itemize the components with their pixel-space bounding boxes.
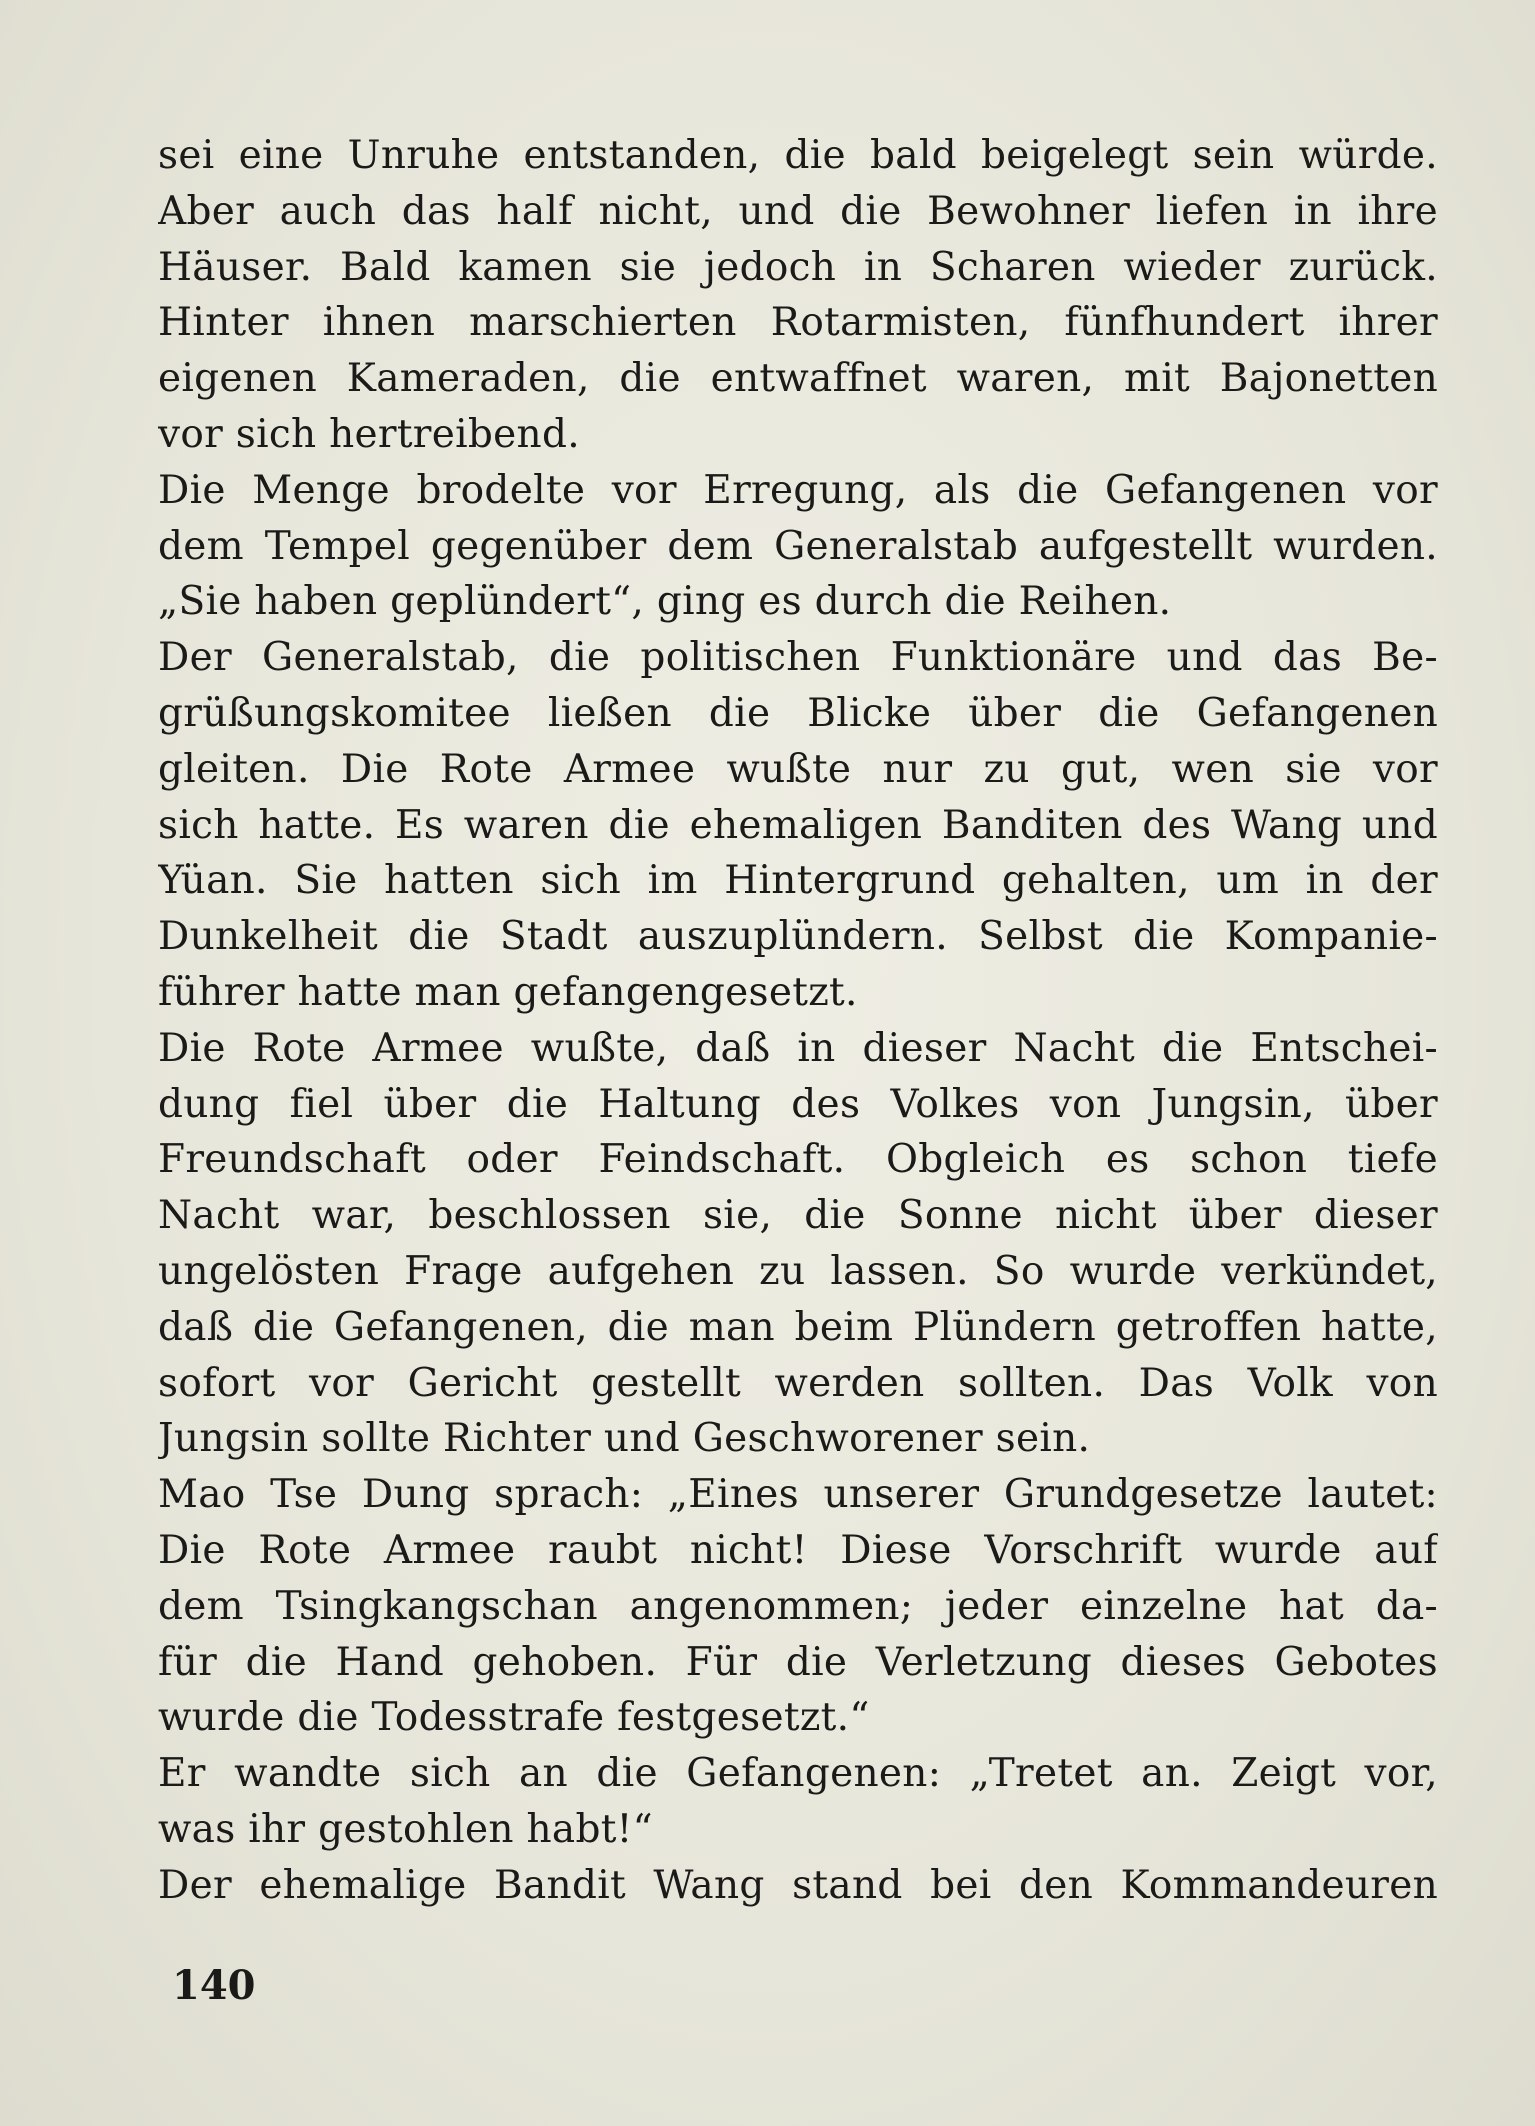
- text-line: „Sie haben geplündert“, ging es durch die Reihen.: [158, 579, 1172, 625]
- text-line: vor sich hertreibend.: [158, 411, 580, 457]
- text-line: wurde die Todesstrafe festgesetzt.“: [158, 1695, 870, 1741]
- text-line: Häuser. Bald kamen sie jedoch in Scharen wieder zurück.: [158, 244, 1438, 290]
- text-line: Dunkelheit die Stadt auszuplündern. Selbst die Kompanie-: [158, 914, 1438, 960]
- text-line: Der Generalstab, die politischen Funktionäre und das Be-: [158, 635, 1438, 681]
- text-line: sich hatte. Es waren die ehemaligen Banditen des Wang und: [158, 802, 1438, 848]
- text-line: was ihr gestohlen habt!“: [158, 1806, 653, 1852]
- text-line: Jungsin sollte Richter und Geschworener sein.: [158, 1416, 1091, 1462]
- page-number: 140: [172, 1962, 256, 2009]
- text-line: Die Rote Armee raubt nicht! Diese Vorschrift wurde auf: [158, 1527, 1438, 1573]
- body-text: [158, 128, 1438, 1914]
- text-line: Yüan. Sie hatten sich im Hintergrund gehalten, um in der: [158, 858, 1438, 904]
- text-line: eigenen Kameraden, die entwaffnet waren, mit Bajonetten: [158, 356, 1438, 402]
- text-line: Der ehemalige Bandit Wang stand bei den Kommandeuren: [158, 1862, 1438, 1908]
- text-line: ungelösten Frage aufgehen zu lassen. So wurde verkündet,: [158, 1248, 1438, 1294]
- text-line: Die Rote Armee wußte, daß in dieser Nacht die Entschei-: [158, 1025, 1438, 1071]
- text-line: dung fiel über die Haltung des Volkes von Jungsin, über: [158, 1081, 1438, 1127]
- text-line: Hinter ihnen marschierten Rotarmisten, fünfhundert ihrer: [158, 300, 1438, 346]
- text-line: Freundschaft oder Feindschaft. Obgleich es schon tiefe: [158, 1137, 1438, 1183]
- text-line: daß die Gefangenen, die man beim Plündern getroffen hatte,: [158, 1304, 1438, 1350]
- text-line: Die Menge brodelte vor Erregung, als die Gefangenen vor: [158, 467, 1438, 513]
- text-line: gleiten. Die Rote Armee wußte nur zu gut, wen sie vor: [158, 746, 1438, 792]
- text-line: für die Hand gehoben. Für die Verletzung dieses Gebotes: [158, 1639, 1438, 1685]
- text-line: Aber auch das half nicht, und die Bewohner liefen in ihre: [158, 188, 1438, 234]
- text-line: Mao Tse Dung sprach: „Eines unserer Grundgesetze lautet:: [158, 1472, 1438, 1518]
- text-line: Nacht war, beschlossen sie, die Sonne nicht über dieser: [158, 1193, 1438, 1239]
- text-line: dem Tempel gegenüber dem Generalstab aufgestellt wurden.: [158, 523, 1438, 569]
- text-line: Er wandte sich an die Gefangenen: „Tretet an. Zeigt vor,: [158, 1751, 1438, 1797]
- text-line: sofort vor Gericht gestellt werden sollten. Das Volk von: [158, 1360, 1438, 1406]
- text-line: sei eine Unruhe entstanden, die bald beigelegt sein würde.: [158, 133, 1438, 178]
- text-line: grüßungskomitee ließen die Blicke über die Gefangenen: [158, 690, 1438, 736]
- text-line: führer hatte man gefangengesetzt.: [158, 969, 858, 1015]
- text-line: dem Tsingkangschan angenommen; jeder einzelne hat da-: [158, 1583, 1438, 1629]
